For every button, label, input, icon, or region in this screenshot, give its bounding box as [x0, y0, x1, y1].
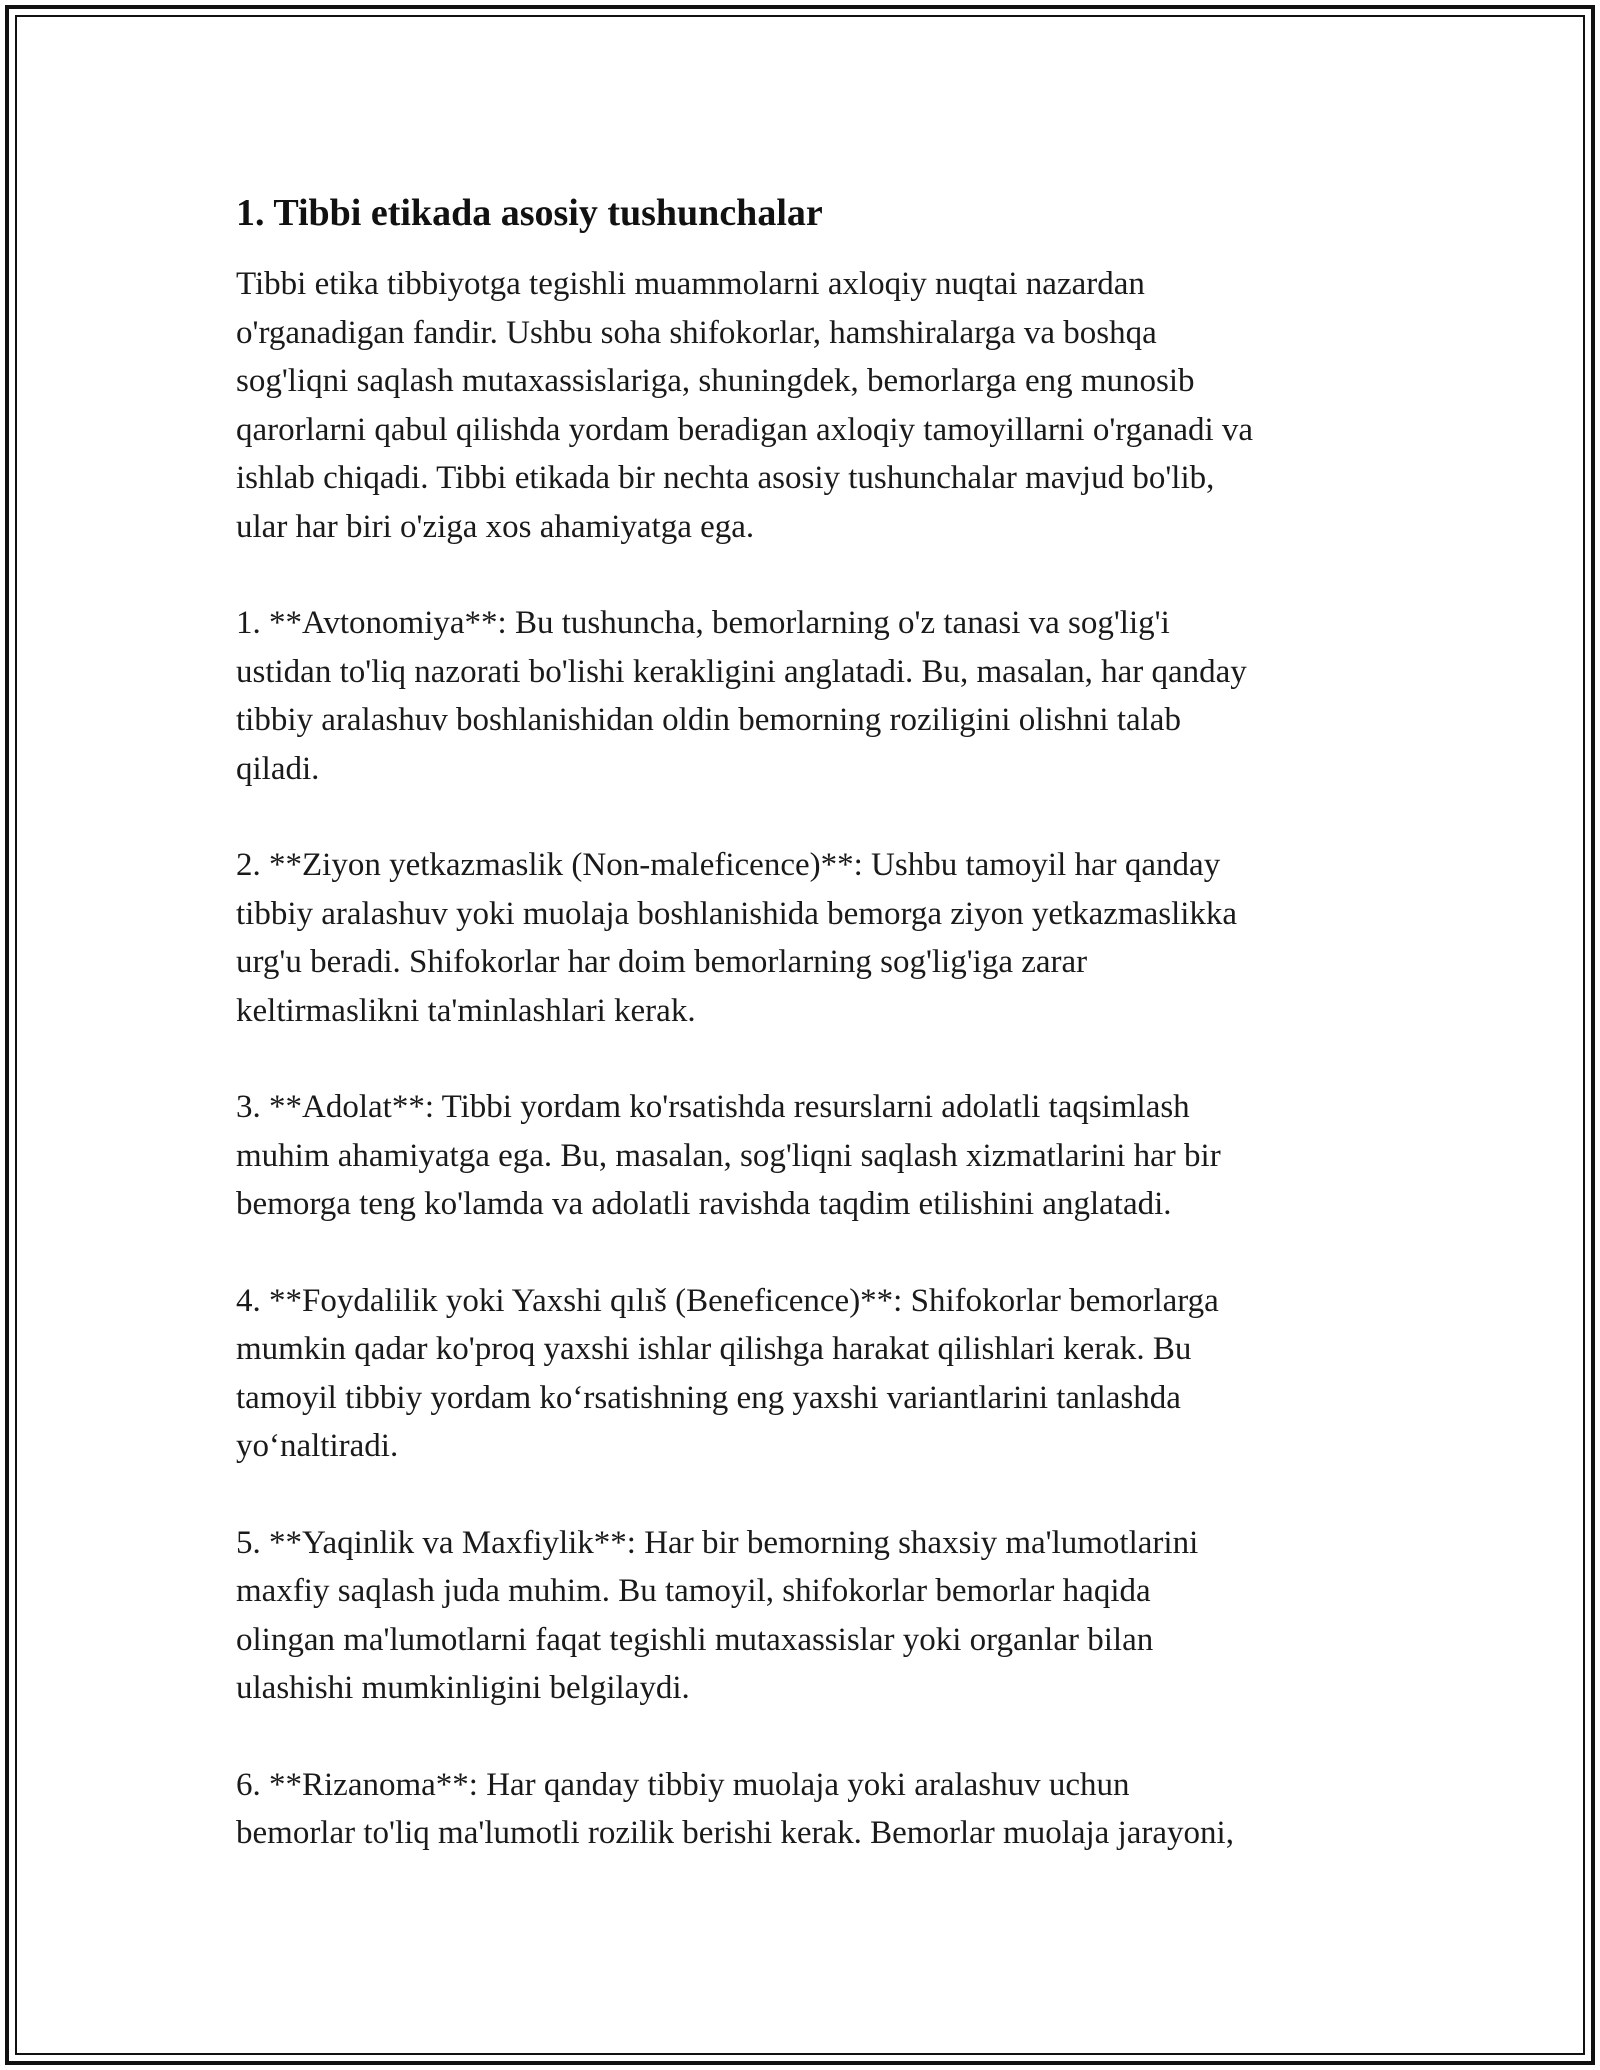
intro-paragraph: Tibbi etika tibbiyotga tegishli muammolarni axloqiy nuqtai nazardan o'rganadigan fandir. Ushbu soha shifokorlar, hamshiralarga va boshqa sog'liqni saqlash mutaxassislariga, shuningdek, bemorlarga eng munosib qarorlarni qabul qilishda yordam beradigan axloqiy tamoyillarni o'rganadi va ishlab chiqadi. Tibbi etikada bir nechta asosiy tushunchalar mavjud bo'lib, ular har biri o'ziga xos ahamiyatga ega. — [236, 266, 1254, 545]
section-heading: 1. Tibbi etikada asosiy tushunchalar — [236, 192, 823, 234]
principle-confidentiality-paragraph: 5. **Yaqinlik va Maxfiylik**: Har bir bemorning shaxsiy ma'lumotlarini maxfiy saqlash juda muhim. Bu tamoyil, shifokorlar bemorlar haqida olingan ma'lumotlarni faqat tegishli mutaxassislar yoki organlar bilan ulashishi mumkinligini belgilaydi. — [236, 1524, 1199, 1706]
document-body — [236, 188, 1376, 1906]
principle-autonomy-paragraph: 1. **Avtonomiya**: Bu tushuncha, bemorlarning o'z tanasi va sog'lig'i ustidan to'liq nazorati bo'lishi kerakligini anglatadi. Bu, masalan, har qanday tibbiy aralashuv boshlanishidan oldin bemorning roziligini olishni talab qiladi. — [236, 605, 1247, 787]
principle-consent-paragraph: 6. **Rizanoma**: Har qanday tibbiy muolaja yoki aralashuv uchun bemorlar to'liq ma'lumotli rozilik berishi kerak. Bemorlar muolaja jarayoni, — [236, 1766, 1234, 1851]
principle-justice-paragraph: 3. **Adolat**: Tibbi yordam ko'rsatishda resurslarni adolatli taqsimlash muhim ahamiyatga ega. Bu, masalan, sog'liqni saqlash xizmatlarini har bir bemorga teng ko'lamda va adolatli ravishda taqdim etilishini anglatadi. — [236, 1089, 1221, 1222]
principle-beneficence-paragraph: 4. **Foydalilik yoki Yaxshi qılıš (Beneficence)**: Shifokorlar bemorlarga mumkin qadar ko'proq yaxshi ishlar qilishga harakat qilishlari kerak. Bu tamoyil tibbiy yordam ko‘rsatishning eng yaxshi variantlarini tanlashda yo‘naltiradi. — [236, 1282, 1219, 1464]
principle-non-maleficence-paragraph: 2. **Ziyon yetkazmaslik (Non-maleficence)**: Ushbu tamoyil har qanday tibbiy aralashuv yoki muolaja boshlanishida bemorga ziyon yetkazmaslikka urg'u beradi. Shifokorlar har doim bemorlarning sog'lig'iga zarar keltirmaslikni ta'minlashlari kerak. — [236, 847, 1238, 1029]
